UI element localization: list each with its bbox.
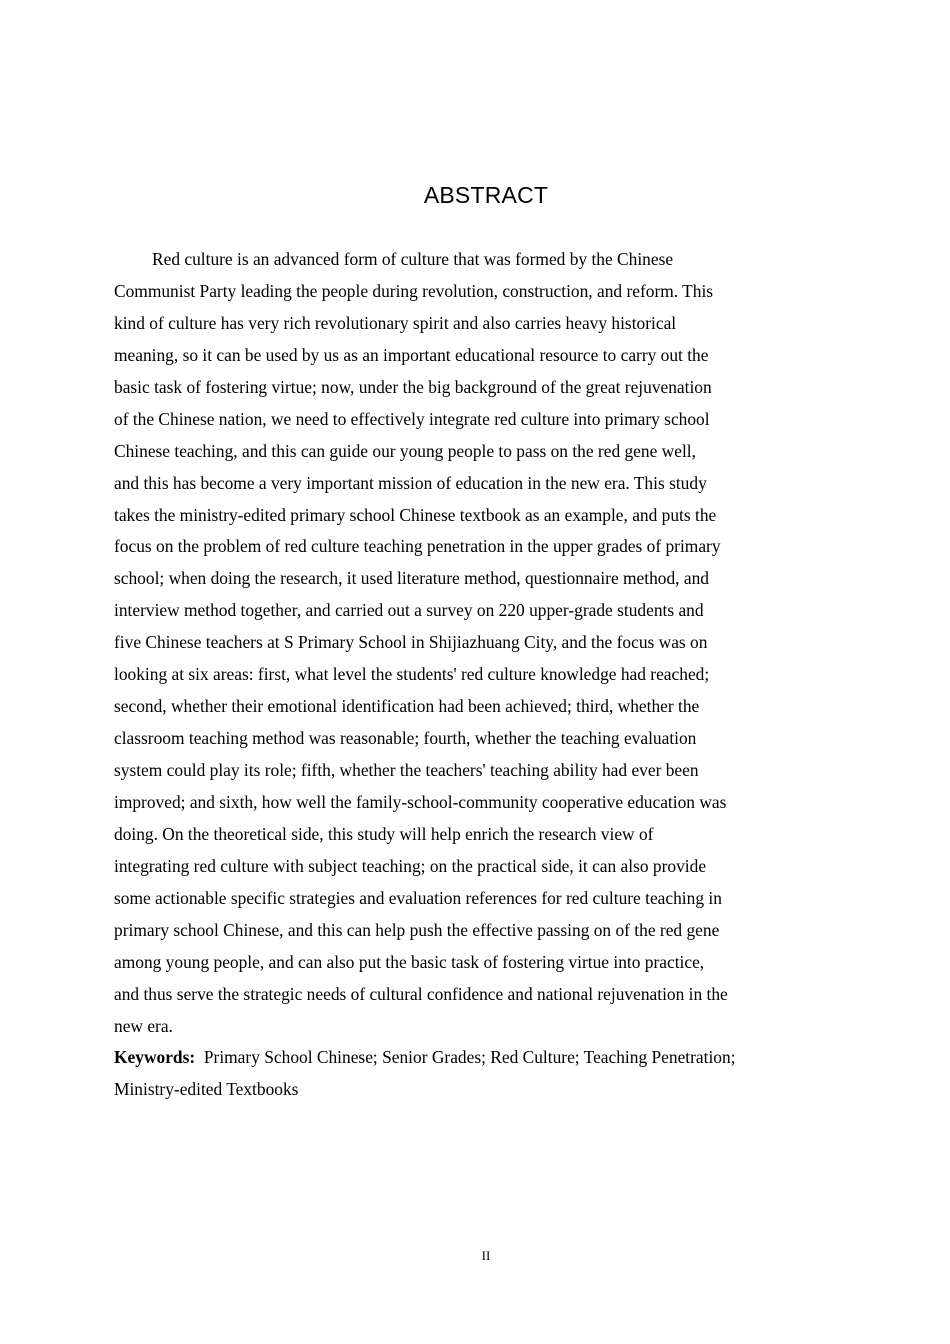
abstract-title: ABSTRACT: [423, 182, 549, 208]
abstract-line: interview method together, and carried out a survey on 220 upper-grade students and: [114, 600, 704, 621]
abstract-line: and this has become a very important mission of education in the new era. This study: [114, 472, 707, 493]
keywords-label: Keywords:: [114, 1047, 196, 1068]
abstract-line: integrating red culture with subject teaching; on the practical side, it can also provide: [114, 855, 707, 876]
abstract-line: among young people, and can also put the basic task of fostering virtue into practice,: [114, 951, 705, 972]
abstract-line: kind of culture has very rich revolutionary spirit and also carries heavy historical: [114, 312, 677, 333]
abstract-line: primary school Chinese, and this can help push the effective passing on of the red gene: [114, 919, 720, 940]
abstract-line: system could play its role; fifth, whether the teachers' teaching ability had ever been: [114, 760, 699, 780]
abstract-body: [114, 244, 859, 1106]
abstract-line: takes the ministry-edited primary school Chinese textbook as an example, and puts the: [114, 504, 717, 525]
abstract-line: and thus serve the strategic needs of cultural confidence and national rejuvenation in the: [114, 983, 728, 1004]
keywords-text-1: Primary School Chinese; Senior Grades; Red Culture; Teaching Penetration;: [203, 1047, 736, 1068]
page-number: II: [481, 1248, 491, 1263]
abstract-line: school; when doing the research, it used literature method, questionnaire method, and: [114, 568, 709, 589]
abstract-line: Chinese teaching, and this can guide our young people to pass on the red gene well,: [114, 440, 696, 461]
abstract-line: improved; and sixth, how well the family-school-community cooperative education was: [114, 791, 727, 812]
abstract-line: of the Chinese nation, we need to effectively integrate red culture into primary school: [114, 408, 710, 429]
abstract-line: classroom teaching method was reasonable; fourth, whether the teaching evaluation: [114, 728, 697, 749]
abstract-line: meaning, so it can be used by us as an important educational resource to carry out the: [114, 344, 709, 365]
abstract-line: doing. On the theoretical side, this study will help enrich the research view of: [114, 823, 654, 844]
abstract-line: basic task of fostering virtue; now, under the big background of the great rejuvenation: [114, 376, 712, 397]
abstract-line: second, whether their emotional identification had been achieved; third, whether the: [114, 696, 700, 717]
keywords-block: [114, 1042, 859, 1106]
abstract-line: looking at six areas: first, what level the students' red culture knowledge had reached;: [114, 664, 710, 685]
abstract-line: Communist Party leading the people during revolution, construction, and reform. This: [114, 280, 714, 301]
abstract-line: Red culture is an advanced form of culture that was formed by the Chinese: [152, 249, 674, 269]
keywords-line: [114, 1042, 859, 1074]
keywords-text-2: Ministry-edited Textbooks: [114, 1079, 299, 1100]
abstract-line: five Chinese teachers at S Primary School in Shijiazhuang City, and the focus was on: [114, 632, 708, 653]
abstract-line: some actionable specific strategies and evaluation references for red culture teaching in: [114, 887, 722, 908]
abstract-paragraph: [114, 244, 859, 1042]
abstract-line: focus on the problem of red culture teaching penetration in the upper grades of primary: [114, 536, 721, 557]
abstract-line: new era.: [114, 1015, 173, 1036]
